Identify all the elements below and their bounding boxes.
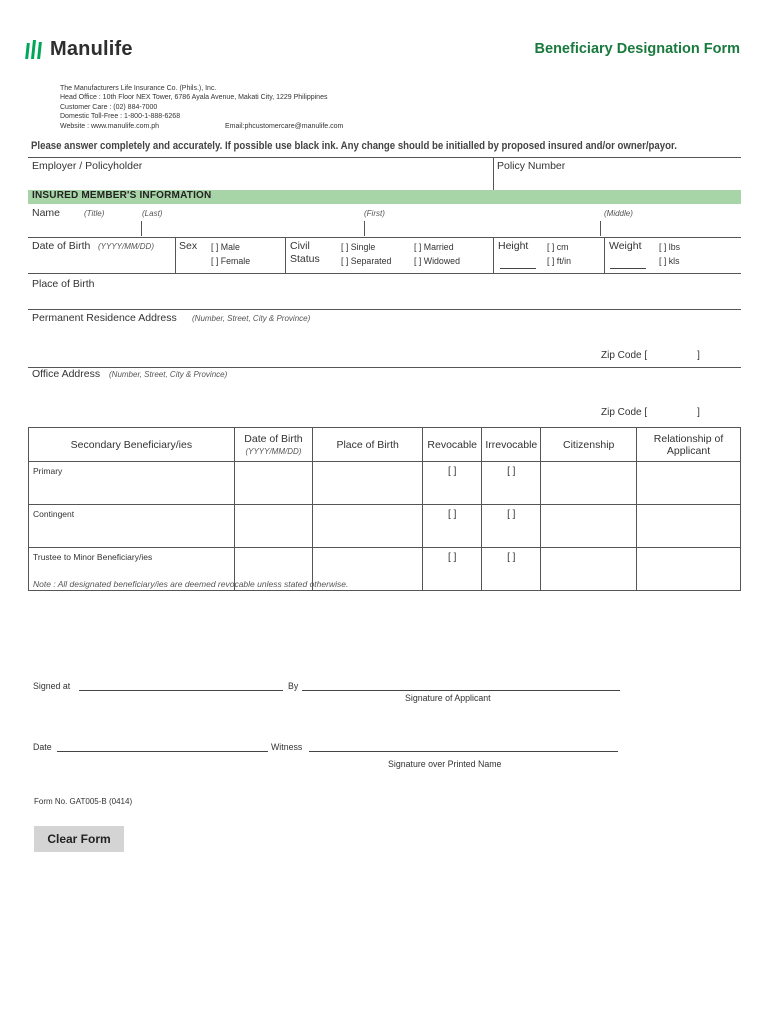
dob-cell[interactable] bbox=[234, 505, 312, 548]
manulife-logo bbox=[26, 38, 133, 61]
col-secondary-beneficiary: Secondary Beneficiary/ies bbox=[29, 428, 235, 462]
residence-hint: (Number, Street, City & Province) bbox=[192, 314, 311, 323]
name-title-hint: (Title) bbox=[84, 209, 105, 218]
table-row bbox=[29, 505, 741, 548]
civil-label: Civil bbox=[290, 240, 310, 252]
by-label: By bbox=[288, 681, 299, 691]
col-place-of-birth: Place of Birth bbox=[313, 428, 423, 462]
logo-text: Manulife bbox=[50, 38, 133, 60]
form-title: Beneficiary Designation Form bbox=[534, 41, 740, 57]
place-cell[interactable] bbox=[313, 462, 423, 505]
witness-line[interactable] bbox=[309, 751, 618, 752]
lbs-checkbox[interactable]: [ ] lbs bbox=[659, 242, 681, 252]
head-office: Head Office : 10th Floor NEX Tower, 6786 Ayala Avenue, Makati City, 1229 Philippines bbox=[60, 94, 328, 102]
place-of-birth-label: Place of Birth bbox=[32, 278, 95, 290]
company-info bbox=[60, 84, 344, 131]
toll-free: Domestic Toll-Free : 1-800-1-888-6268 bbox=[60, 113, 181, 121]
office-hint: (Number, Street, City & Province) bbox=[109, 370, 228, 379]
widowed-checkbox[interactable]: [ ] Widowed bbox=[414, 256, 460, 266]
row-label-primary: Primary bbox=[29, 462, 235, 505]
instructions: Please answer completely and accurately. If possible use black ink. Any change should be initialled by proposed insured and/or owner/payor. bbox=[31, 140, 677, 152]
signed-at-label: Signed at bbox=[33, 681, 71, 691]
ftin-checkbox[interactable]: [ ] ft/in bbox=[547, 256, 571, 266]
table-header-row bbox=[29, 428, 741, 462]
revocable-checkbox[interactable]: [ ] bbox=[423, 505, 482, 548]
sex-label: Sex bbox=[179, 240, 198, 252]
signature-over-printed-name: Signature over Printed Name bbox=[388, 759, 502, 769]
citizenship-cell[interactable] bbox=[541, 505, 637, 548]
irrevocable-checkbox[interactable]: [ ] bbox=[482, 462, 541, 505]
revocable-checkbox[interactable]: [ ] bbox=[423, 462, 482, 505]
dob-format: (YYYY/MM/DD) bbox=[98, 242, 154, 251]
height-label: Height bbox=[498, 240, 529, 252]
clear-form-button[interactable]: Clear Form bbox=[34, 826, 124, 852]
col-citizenship: Citizenship bbox=[541, 428, 637, 462]
customer-care: Customer Care : (02) 884-7000 bbox=[60, 103, 158, 111]
separated-checkbox[interactable]: [ ] Separated bbox=[341, 256, 392, 266]
form-number: Form No. GAT005-B (0414) bbox=[34, 797, 133, 806]
married-checkbox[interactable]: [ ] Married bbox=[414, 242, 454, 252]
col-dob-format: (YYYY/MM/DD) bbox=[245, 447, 302, 456]
place-cell[interactable] bbox=[313, 505, 423, 548]
name-first-hint: (First) bbox=[364, 209, 385, 218]
cm-checkbox[interactable]: [ ] cm bbox=[547, 242, 569, 252]
by-line[interactable] bbox=[302, 690, 620, 691]
website: Website : www.manulife.com.ph bbox=[60, 122, 160, 130]
date-line[interactable] bbox=[57, 751, 268, 752]
witness-label: Witness bbox=[271, 742, 303, 752]
irrevocable-checkbox[interactable]: [ ] bbox=[482, 505, 541, 548]
signature-of-applicant: Signature of Applicant bbox=[405, 693, 491, 703]
row-label-trustee: Trustee to Minor Beneficiary/ies bbox=[29, 548, 235, 591]
residence-label: Permanent Residence Address bbox=[32, 312, 177, 324]
col-relationship: Relationship of Applicant bbox=[637, 428, 741, 462]
name-last-hint: (Last) bbox=[142, 209, 163, 218]
note: Note : All designated beneficiary/ies are deemed revocable unless stated otherwise. bbox=[33, 579, 349, 589]
weight-label: Weight bbox=[609, 240, 642, 252]
row-label-contingent: Contingent bbox=[29, 505, 235, 548]
email: Email:phcustomercare@manulife.com bbox=[225, 122, 344, 130]
citizenship-cell[interactable] bbox=[541, 548, 637, 591]
col-revocable: Revocable bbox=[423, 428, 482, 462]
relationship-cell[interactable] bbox=[637, 462, 741, 505]
manulife-logo-icon bbox=[26, 40, 41, 59]
employer-label: Employer / Policyholder bbox=[32, 160, 143, 172]
office-label: Office Address bbox=[32, 368, 101, 380]
male-checkbox[interactable]: [ ] Male bbox=[211, 242, 240, 252]
dob-cell[interactable] bbox=[234, 462, 312, 505]
office-zip[interactable]: Zip Code [ ] bbox=[601, 407, 700, 418]
citizenship-cell[interactable] bbox=[541, 462, 637, 505]
dob-label: Date of Birth bbox=[32, 240, 91, 252]
policy-number-label: Policy Number bbox=[497, 160, 566, 172]
company-name: The Manufacturers Life Insurance Co. (Phils.), Inc. bbox=[60, 85, 217, 92]
single-checkbox[interactable]: [ ] Single bbox=[341, 242, 376, 252]
relationship-cell[interactable] bbox=[637, 548, 741, 591]
relationship-cell[interactable] bbox=[637, 505, 741, 548]
signed-at-line[interactable] bbox=[79, 690, 283, 691]
insured-info-section bbox=[28, 190, 741, 204]
col-date-of-birth: Date of Birth (YYYY/MM/DD) bbox=[234, 428, 312, 462]
revocable-checkbox[interactable]: [ ] bbox=[423, 548, 482, 591]
kls-checkbox[interactable]: [ ] kls bbox=[659, 256, 680, 266]
table-row bbox=[29, 462, 741, 505]
residence-zip[interactable]: Zip Code [ ] bbox=[601, 350, 700, 361]
beneficiary-table bbox=[28, 427, 741, 591]
date-label: Date bbox=[33, 742, 52, 752]
name-label: Name bbox=[32, 207, 61, 219]
name-middle-hint: (Middle) bbox=[604, 209, 633, 218]
female-checkbox[interactable]: [ ] Female bbox=[211, 256, 251, 266]
status-label: Status bbox=[290, 253, 320, 265]
irrevocable-checkbox[interactable]: [ ] bbox=[482, 548, 541, 591]
section-title: INSURED MEMBER'S INFORMATION bbox=[32, 190, 212, 201]
col-irrevocable: Irrevocable bbox=[482, 428, 541, 462]
